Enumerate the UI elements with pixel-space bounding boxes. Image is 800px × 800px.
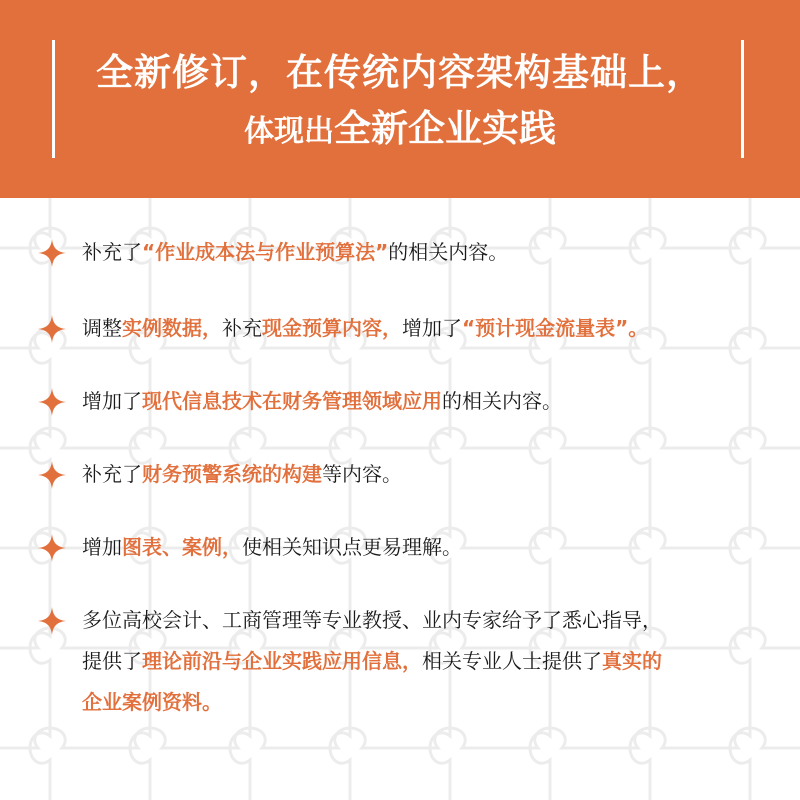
highlighted-text: 企业案例资料。: [82, 690, 222, 714]
four-point-star-icon: [38, 607, 66, 635]
body-text: 补充了: [82, 240, 142, 264]
list-item-line: [82, 682, 772, 723]
body-text: 补充了: [82, 462, 142, 486]
header-left-bar: [52, 40, 55, 158]
body-text: 提供了: [82, 649, 142, 673]
highlighted-text: 理论前沿与企业实践应用信息，: [142, 649, 422, 673]
list-item-text: [82, 381, 772, 422]
list-item-line: [82, 527, 772, 568]
highlighted-text: 实例数据，: [122, 316, 222, 340]
body-text: 等内容。: [322, 462, 402, 486]
highlighted-text: 真实的: [602, 649, 662, 673]
body-text: 增加了: [402, 316, 462, 340]
list-item-text: [82, 600, 772, 723]
highlighted-text: 图表、案例，: [122, 535, 242, 559]
highlighted-text: “作业成本法与作业预算法”: [142, 240, 389, 264]
body-text: 相关专业人士提供了: [422, 649, 602, 673]
body-text: 的相关内容。: [388, 240, 509, 264]
list-item-line: [82, 641, 772, 682]
four-point-star-icon: [38, 388, 66, 416]
four-point-star-icon: [38, 239, 66, 267]
body-text: 调整: [82, 316, 122, 340]
header-banner: [0, 0, 800, 198]
body-text: 使相关知识点更易理解。: [242, 535, 462, 559]
body-text: 增加了: [82, 389, 142, 413]
list-item-text: [82, 308, 772, 349]
four-point-star-icon: [38, 461, 66, 489]
list-item-text: [82, 232, 772, 273]
four-point-star-icon: [38, 534, 66, 562]
body-text: 多位高校会计、工商管理等专业教授、业内专家给予了悉心指导，: [82, 608, 662, 632]
highlighted-text: 财务预警系统的构建: [142, 462, 322, 486]
four-point-star-icon: [38, 315, 66, 343]
list-item-line: [82, 381, 772, 422]
list-item-line: [82, 232, 772, 273]
body-text: 增加: [82, 535, 122, 559]
body-text: 补充: [222, 316, 262, 340]
header-title-line2: [60, 106, 740, 155]
list-item-line: [82, 600, 772, 641]
list-item-text: [82, 527, 772, 568]
highlighted-text: 现代信息技术在财务管理领域应用: [142, 389, 442, 413]
list-item-text: [82, 454, 772, 495]
header-title-line2-main: 全新企业实践: [334, 107, 556, 150]
highlighted-text: “预计现金流量表”。: [462, 316, 649, 340]
header-title-line1: 全新修订，在传统内容架构基础上，: [96, 51, 704, 94]
list-item-line: [82, 308, 772, 349]
list-item-line: [82, 454, 772, 495]
header-title-line2-prefix: 体现出: [244, 114, 334, 149]
body-text: 的相关内容。: [442, 389, 562, 413]
header-right-bar: [741, 40, 744, 158]
highlighted-text: 现金预算内容，: [262, 316, 402, 340]
